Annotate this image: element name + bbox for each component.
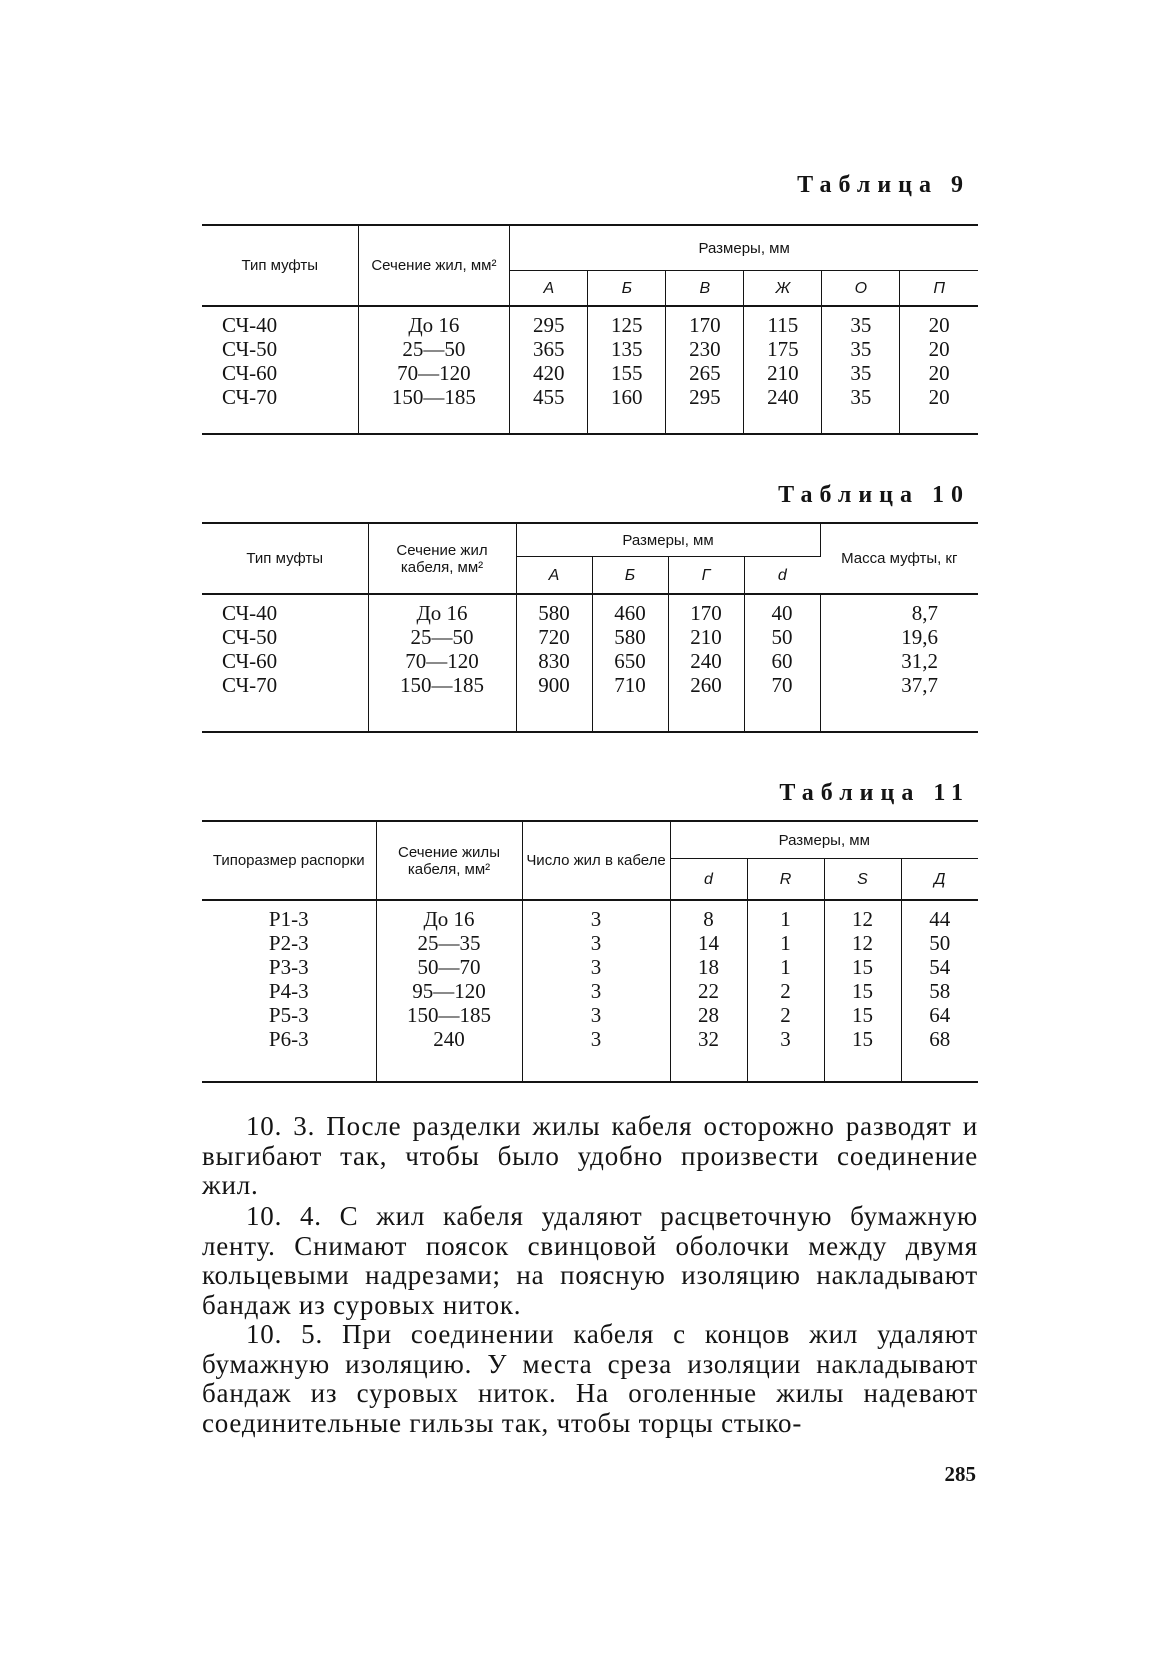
table9-subheader: О [822, 271, 900, 307]
table11-col-count [522, 900, 670, 1082]
table-cell: 20 [928, 385, 950, 409]
table-cell: 31,2 [901, 649, 939, 673]
table11-col-r [747, 900, 824, 1082]
table-cell: 210 [690, 625, 722, 649]
table9-header-type: Тип муфты [202, 225, 358, 306]
table-cell: Р4-3 [268, 979, 309, 1003]
table11-subheader: Д [901, 859, 978, 901]
table10-col-g [668, 594, 744, 732]
table9-subheader: П [900, 271, 978, 307]
table-cell: 68 [929, 1027, 951, 1051]
table11-col-type [202, 900, 376, 1082]
table-cell: 460 [614, 601, 646, 625]
table-cell: 3 [590, 1027, 602, 1051]
table-cell: 35 [850, 337, 872, 361]
table10 [202, 522, 978, 733]
table10-header-dims: Размеры, мм [516, 523, 820, 557]
table-cell: 50 [929, 931, 951, 955]
table11-body [202, 900, 978, 1082]
table-cell: 25—50 [410, 625, 474, 649]
table-cell: До 16 [416, 601, 468, 625]
table9-col-zh [744, 306, 822, 434]
table-cell: СЧ-60 [222, 649, 278, 673]
table-cell: 15 [852, 955, 873, 979]
table-cell: 150—185 [407, 1003, 491, 1027]
table-cell: СЧ-60 [222, 361, 278, 385]
table9 [202, 224, 978, 435]
table-cell: 25—50 [402, 337, 466, 361]
table-cell: 50—70 [417, 955, 481, 979]
table-cell: 22 [698, 979, 719, 1003]
table-cell: СЧ-50 [222, 625, 278, 649]
table10-header-section: Сечение жил кабеля, мм² [368, 523, 516, 594]
table10-subheader: Б [592, 557, 668, 595]
table-cell: 3 [590, 1003, 602, 1027]
table11-header-type: Типоразмер распорки [202, 821, 376, 900]
table-cell: 210 [767, 361, 799, 385]
table-cell: 175 [767, 337, 799, 361]
table-cell: До 16 [423, 907, 475, 931]
table9-subheader: Б [588, 271, 666, 307]
table-cell: 1 [780, 955, 791, 979]
table10-body [202, 594, 978, 732]
table-cell: 125 [611, 313, 643, 337]
table9-body [202, 306, 978, 434]
table10-subheader: d [744, 557, 820, 595]
table9-subheader: Ж [744, 271, 822, 307]
table-cell: 40 [771, 601, 793, 625]
table-cell: 32 [698, 1027, 719, 1051]
table10-col-a [516, 594, 592, 732]
table11-header-section: Сечение жилы кабеля, мм² [376, 821, 522, 900]
table-cell: Р2-3 [268, 931, 309, 955]
table9-col-a [510, 306, 588, 434]
table-cell: 155 [611, 361, 643, 385]
table-cell: 3 [780, 1027, 791, 1051]
table-cell: 19,6 [901, 625, 939, 649]
paragraph-10-3: 10. 3. После разделки жилы кабеля осторожно разводят и выгибают так, чтобы было удобно произвести соединение жил. [202, 1111, 978, 1200]
table-cell: До 16 [408, 313, 460, 337]
table-cell: 295 [689, 385, 721, 409]
table11-header-count: Число жил в кабеле [522, 821, 670, 900]
table11-subheader: d [670, 859, 747, 901]
table-cell: 58 [929, 979, 951, 1003]
table-cell: Р1-3 [268, 907, 309, 931]
table-cell: 50 [771, 625, 793, 649]
table10-caption: Таблица 10 [778, 482, 970, 508]
table9-subheader: А [510, 271, 588, 307]
table-cell: 710 [614, 673, 646, 697]
table11-col-s [824, 900, 901, 1082]
table-cell: 1 [780, 907, 791, 931]
table-cell: 20 [928, 313, 950, 337]
table-cell: 420 [533, 361, 565, 385]
table11-subheader: S [824, 859, 901, 901]
table-cell: 240 [767, 385, 799, 409]
table-cell: 70—120 [405, 649, 479, 673]
table11-col-d [670, 900, 747, 1082]
table-cell: Р3-3 [268, 955, 309, 979]
table-cell: 240 [690, 649, 722, 673]
table-cell: 3 [590, 979, 602, 1003]
table-cell: 170 [690, 601, 722, 625]
table11-col-dd [901, 900, 978, 1082]
table-cell: 240 [433, 1027, 465, 1051]
table-cell: 2 [780, 1003, 791, 1027]
table-cell: 580 [538, 601, 570, 625]
table10-header-type: Тип муфты [202, 523, 368, 594]
table-cell: 455 [533, 385, 565, 409]
table-cell: 25—35 [417, 931, 481, 955]
table-cell: СЧ-70 [222, 385, 278, 409]
table-cell: СЧ-70 [222, 673, 278, 697]
table-cell: 295 [533, 313, 565, 337]
table9-col-section [358, 306, 510, 434]
table-cell: 12 [852, 931, 873, 955]
table-cell: 12 [852, 907, 873, 931]
table9-caption: Таблица 9 [797, 172, 970, 198]
table9-col-p [900, 306, 978, 434]
table11-caption: Таблица 11 [779, 780, 970, 806]
table9-col-b [588, 306, 666, 434]
table-cell: 2 [780, 979, 791, 1003]
table-cell: Р6-3 [268, 1027, 309, 1051]
table-cell: 35 [850, 385, 872, 409]
table-cell: 170 [689, 313, 721, 337]
table-cell: 70—120 [397, 361, 471, 385]
paragraph-10-5: 10. 5. При соединении кабеля с концов жил удаляют бумажную изоляцию. У места среза изоляции накладывают бандаж из суровых ниток. На оголенные жилы надевают соединительные гильзы так, чтобы торцы стыко- [202, 1319, 978, 1438]
table10-col-d [744, 594, 820, 732]
table10-col-type [202, 594, 368, 732]
table9-col-type [202, 306, 358, 434]
table-cell: 900 [538, 673, 570, 697]
table-cell: 115 [767, 313, 799, 337]
table-cell: 8,7 [911, 601, 939, 625]
table-cell: 15 [852, 979, 873, 1003]
table-cell: Р5-3 [268, 1003, 309, 1027]
table9-col-o [822, 306, 900, 434]
table-cell: 37,7 [901, 673, 939, 697]
table-cell: 35 [850, 361, 872, 385]
table9-col-v [666, 306, 744, 434]
table10-subheader: Г [668, 557, 744, 595]
table-cell: 15 [852, 1003, 873, 1027]
table-cell: 150—185 [400, 673, 484, 697]
paragraph-10-4: 10. 4. С жил кабеля удаляют расцветочную бумажную ленту. Снимают поясок свинцовой оболочки между двумя кольцевыми надрезами; на поясную изоляцию накладывают бандаж из суровых ниток. [202, 1201, 978, 1320]
table-cell: 160 [611, 385, 643, 409]
table-cell: 60 [771, 649, 793, 673]
table-cell: 35 [850, 313, 872, 337]
table-cell: 54 [929, 955, 951, 979]
table-cell: 95—120 [412, 979, 486, 1003]
table-cell: 720 [538, 625, 570, 649]
table-cell: 3 [590, 955, 602, 979]
table10-col-b [592, 594, 668, 732]
table9-subheader: В [666, 271, 744, 307]
table-cell: 70 [771, 673, 793, 697]
table-cell: 230 [689, 337, 721, 361]
table-cell: 150—185 [391, 385, 476, 409]
table10-subheader: А [516, 557, 592, 595]
table11 [202, 820, 978, 1083]
table-cell: 20 [928, 337, 950, 361]
table11-header-dims: Размеры, мм [670, 821, 978, 859]
table-cell: СЧ-50 [222, 337, 278, 361]
table-cell: 44 [929, 907, 951, 931]
table10-header-mass: Масса муфты, кг [820, 523, 978, 594]
table10-col-section [368, 594, 516, 732]
table-cell: СЧ-40 [222, 313, 278, 337]
table-cell: СЧ-40 [222, 601, 278, 625]
table-cell: 3 [590, 931, 602, 955]
table-cell: 64 [929, 1003, 951, 1027]
table9-header-dims: Размеры, мм [510, 225, 978, 271]
table-cell: 14 [698, 931, 719, 955]
table-cell: 650 [614, 649, 646, 673]
table-cell: 135 [611, 337, 643, 361]
table-cell: 830 [538, 649, 570, 673]
table-cell: 3 [590, 907, 602, 931]
table10-col-mass [820, 594, 978, 732]
table-cell: 20 [928, 361, 950, 385]
table-cell: 8 [703, 907, 714, 931]
table9-header-section: Сечение жил, мм² [358, 225, 510, 306]
table-cell: 1 [780, 931, 791, 955]
table11-subheader: R [747, 859, 824, 901]
table11-col-section [376, 900, 522, 1082]
table-cell: 15 [852, 1027, 873, 1051]
table-cell: 260 [690, 673, 722, 697]
table-cell: 18 [698, 955, 719, 979]
table-cell: 265 [689, 361, 721, 385]
table-cell: 28 [698, 1003, 719, 1027]
table-cell: 365 [533, 337, 565, 361]
table-cell: 580 [614, 625, 646, 649]
page-number: 285 [944, 1462, 976, 1486]
